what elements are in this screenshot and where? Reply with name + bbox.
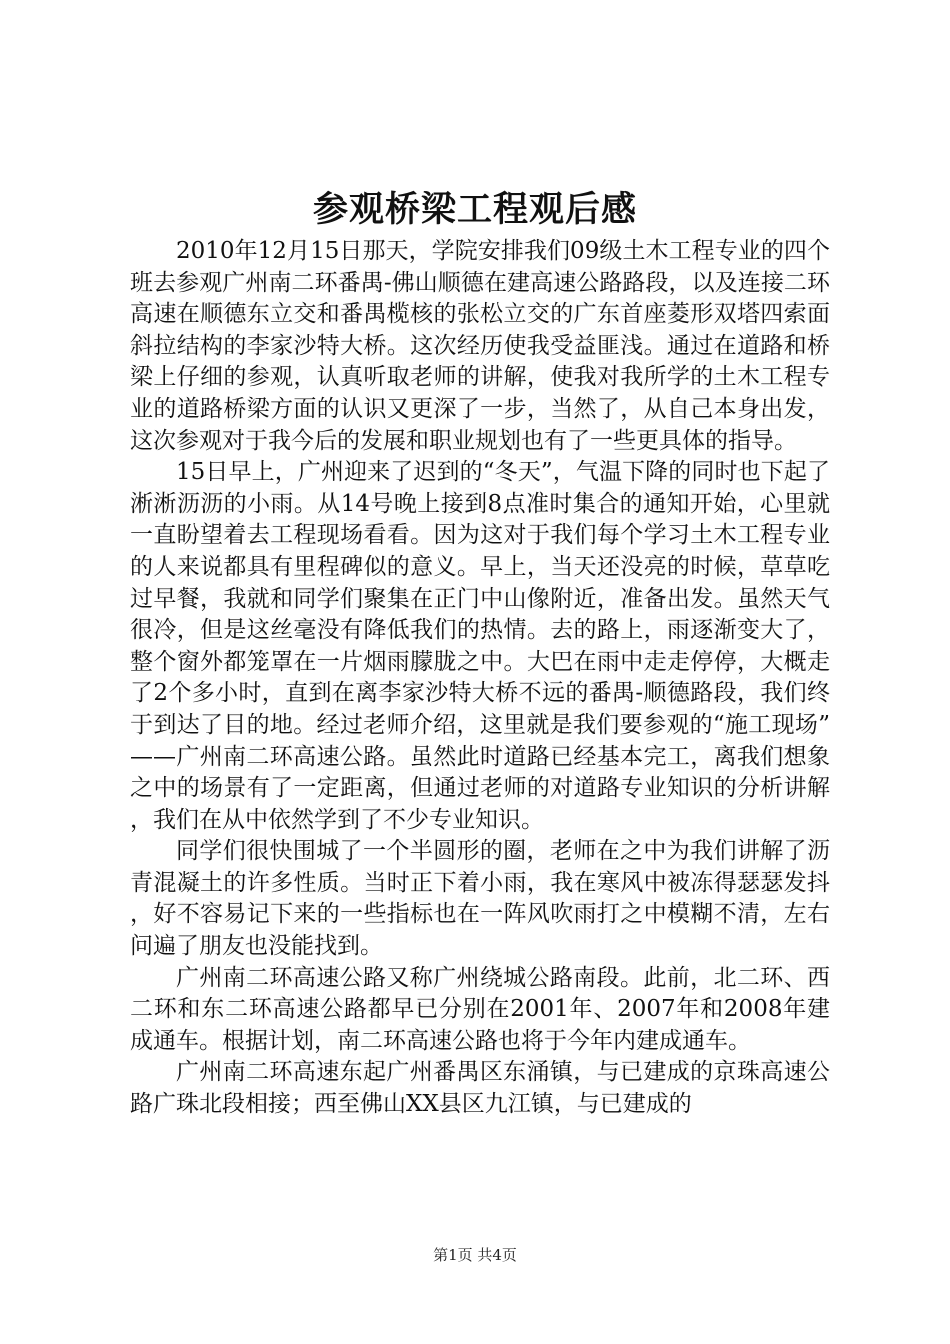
document-body xyxy=(130,236,830,1121)
page-number-footer: 第1页 共4页 xyxy=(433,1246,517,1264)
paragraph: 广州南二环高速公路又称广州绕城公路南段。此前，北二环、西二环和东二环高速公路都早已分别在2001年、2007年和2008年建成通车。根据计划，南二环高速公路也将于今年内建成通车。 xyxy=(130,964,830,1054)
paragraph: 15日早上，广州迎来了迟到的“冬天”，气温下降的同时也下起了淅淅沥沥的小雨。从14号晚上接到8点准时集合的通知开始，心里就一直盼望着去工程现场看看。因为这对于我们每个学习土木工程专业的人来说都具有里程碑似的意义。早上，当天还没亮的时候，草草吃过早餐，我就和同学们聚集在正门中山像附近，准备出发。虽然天气很冷，但是这丝毫没有降低我们的热情。去的路上，雨逐渐变大了，整个窗外都笼罩在一片烟雨朦胧之中。大巴在雨中走走停停，大概走了2个多小时，直到在离李家沙特大桥不远的番禺-顺德路段，我们终于到达了目的地。经过老师介绍，这里就是我们要参观的“施工现场”——广州南二环高速公路。虽然此时道路已经基本完工，离我们想象之中的场景有了一定距离，但通过老师的对道路专业知识的分析讲解，我们在从中依然学到了不少专业知识。 xyxy=(130,459,830,833)
document-title: 参观桥梁工程观后感 xyxy=(312,189,637,230)
paragraph: 广州南二环高速东起广州番禺区东涌镇，与已建成的京珠高速公路广珠北段相接；西至佛山XX县区九江镇，与已建成的 xyxy=(130,1059,830,1118)
paragraph: 2010年12月15日那天，学院安排我们09级土木工程专业的四个班去参观广州南二环番禺-佛山顺德在建高速公路路段，以及连接二环高速在顺德东立交和番禺榄核的张松立交的广东首座菱形双塔四索面斜拉结构的李家沙特大桥。这次经历使我受益匪浅。通过在道路和桥梁上仔细的参观，认真听取老师的讲解，使我对我所学的土木工程专业的道路桥梁方面的认识又更深了一步，当然了，从自己本身出发，这次参观对于我今后的发展和职业规划也有了一些更具体的指导。 xyxy=(130,238,830,454)
paragraph: 同学们很快围城了一个半圆形的圈，老师在之中为我们讲解了沥青混凝土的许多性质。当时正下着小雨，我在寒风中被冻得瑟瑟发抖，好不容易记下来的一些指标也在一阵风吹雨打之中模糊不清，左右问遍了朋友也没能找到。 xyxy=(130,838,830,960)
